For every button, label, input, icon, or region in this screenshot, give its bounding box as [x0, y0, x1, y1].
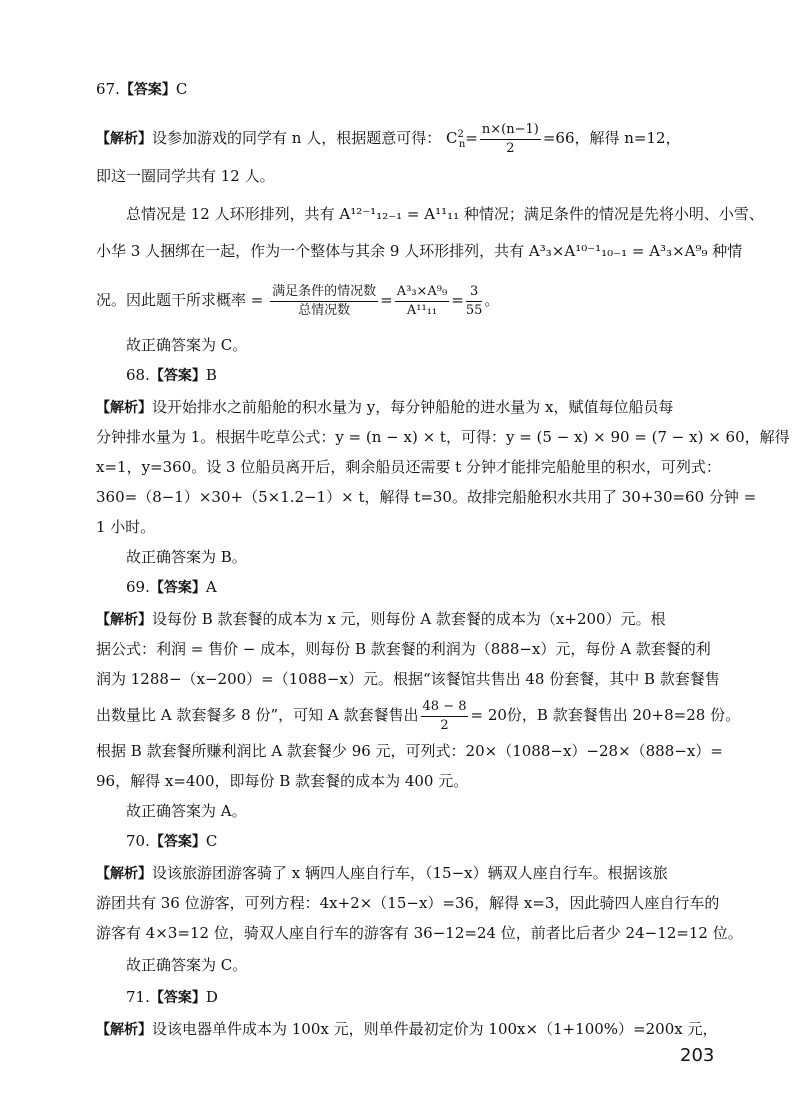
- analysis-tag: 【解析】: [96, 131, 152, 147]
- question-number: 71.: [126, 988, 150, 1006]
- q70-header: [126, 830, 746, 853]
- analysis-tag: 【解析】: [96, 400, 152, 416]
- q68-line-3: x=1，y=360。设 3 位船员离开后，剩余船员还需要 t 分钟才能排完船舱里的积水，可列式：: [96, 458, 721, 476]
- fraction-numerator: 3: [466, 283, 483, 302]
- q67-line-5: [96, 278, 716, 322]
- answer-value: D: [205, 988, 218, 1006]
- q70-line-3: 游客有 4×3=12 位，骑双人座自行车的游客有 36−12=24 位，前者比后者少 24−12=12 位。: [96, 924, 743, 942]
- q69-line-4: [96, 693, 741, 737]
- q68-header: [126, 364, 746, 387]
- q68-conclusion: 故正确答案为 B。: [126, 548, 247, 566]
- fraction-numerator: n×(n−1): [480, 121, 541, 140]
- q70-analysis-line-1: [96, 862, 716, 885]
- q69-line-3: 润为 1288−（x−200）=（1088−x）元。根据“该餐馆共售出 48 份套餐，其中 B 款套餐售: [96, 670, 720, 688]
- q67-header: [96, 78, 716, 101]
- c-letter: C: [445, 129, 458, 147]
- q67-line-2: 即这一圈同学共有 12 人。: [96, 167, 275, 185]
- answer-tag: 【答案】: [149, 580, 206, 596]
- q67-analysis-line-1: 【解析】设参加游戏的同学有 n 人，根据题意可得： $C^2_n=$ $\frac{n\times(n-1)}{2}$ =66，解得 n=12，: [96, 121, 681, 156]
- text-segment: 设开始排水之前船舱的积水量为 y，每分钟船舱的进水量为 x，赋值每位船员每: [152, 398, 674, 416]
- q70-line-2: 游团共有 36 位游客，可列方程：4x+2×（15−x）=36，解得 x=3，因此骑四人座自行车的: [96, 894, 720, 912]
- q67-line-3: 总情况是 12 人环形排列，共有 A¹²⁻¹₁₂₋₁ = A¹¹₁₁ 种情况；满足条件的情况是先将小明、小雪、: [126, 205, 764, 223]
- answer-value: C: [175, 80, 188, 98]
- question-number: 69.: [126, 578, 150, 596]
- question-number: 67.: [96, 80, 120, 98]
- q69-conclusion: 故正确答案为 A。: [126, 802, 247, 820]
- fraction: [270, 283, 378, 320]
- q69-line-2: 据公式：利润 = 售价 − 成本，则每份 B 款套餐的利润为（888−x）元，每份 A 款套餐的利: [96, 640, 711, 658]
- fraction-denominator: A¹¹₁₁: [406, 302, 438, 318]
- fraction: [421, 698, 469, 735]
- answer-value: B: [205, 366, 217, 384]
- q71-analysis-line-1: [96, 1018, 716, 1041]
- q68-line-5: 1 小时。: [96, 518, 156, 536]
- q71-header: [126, 986, 746, 1009]
- q70-conclusion: 故正确答案为 C。: [126, 956, 248, 974]
- text-segment: = 20份，B 款套餐售出 20+8=28 份。: [470, 706, 741, 724]
- text-segment: 设每份 B 款套餐的成本为 x 元，则每份 A 款套餐的成本为（x+200）元。根: [152, 610, 666, 628]
- answer-tag: 【答案】: [149, 990, 206, 1006]
- text-segment: 设参加游戏的同学有 n 人，根据题意可得：: [152, 129, 442, 147]
- analysis-tag: 【解析】: [96, 866, 152, 882]
- fraction-numerator: 满足条件的情况数: [270, 283, 378, 302]
- fraction-denominator: 2: [440, 717, 449, 733]
- analysis-tag: 【解析】: [96, 1022, 152, 1038]
- q69-line-5: 根据 B 款套餐所赚利润比 A 款套餐少 96 元，可列式：20×（1088−x）−28×（888−x）=: [96, 742, 723, 760]
- fraction: [466, 283, 483, 320]
- c-sup: 2: [457, 129, 464, 140]
- answer-tag: 【答案】: [149, 834, 206, 850]
- analysis-tag: 【解析】: [96, 612, 152, 628]
- text-segment: 况。因此题干所求概率 =: [96, 291, 264, 309]
- answer-tag: 【答案】: [149, 368, 206, 384]
- fraction: [480, 121, 541, 158]
- question-number: 68.: [126, 366, 150, 384]
- q69-line-6: 96，解得 x=400，即每份 B 款套餐的成本为 400 元。: [96, 772, 469, 790]
- fraction-numerator: 48 − 8: [421, 698, 469, 717]
- fraction-denominator: 总情况数: [298, 302, 351, 318]
- q68-line-2: 分钟排水量为 1。根据牛吃草公式：y = (n − x) × t，可得：y = (5 − x) × 90 = (7 − x) × 60，解得: [96, 428, 790, 446]
- fraction: [395, 283, 450, 320]
- fraction-numerator: A³₃×A⁹₉: [395, 283, 450, 302]
- text-segment: 出数量比 A 款套餐多 8 份”，可知 A 款套餐售出: [96, 706, 419, 724]
- text-segment: 设该旅游团游客骑了 x 辆四人座自行车，（15−x）辆双人座自行车。根据该旅: [152, 864, 668, 882]
- page-number: 203: [680, 1045, 715, 1066]
- answer-value: A: [205, 578, 217, 596]
- text-segment: =66，解得 n=12，: [542, 129, 681, 147]
- equals-sign: =: [380, 291, 393, 309]
- q67-line-4: 小华 3 人捆绑在一起，作为一个整体与其余 9 人环形排列，共有 A³₃×A¹⁰⁻¹₁₀₋₁ = A³₃×A⁹₉ 种情: [96, 242, 743, 260]
- q68-analysis-line-1: [96, 396, 716, 419]
- equals-sign: =: [451, 291, 464, 309]
- q69-header: [126, 576, 746, 599]
- c-sub: n: [458, 139, 466, 150]
- question-number: 70.: [126, 832, 150, 850]
- answer-tag: 【答案】: [119, 82, 176, 98]
- text-segment: 设该电器单件成本为 100x 元，则单件最初定价为 100x×（1+100%）=200x 元，: [152, 1020, 718, 1038]
- answer-value: C: [205, 832, 218, 850]
- text-segment: 。: [484, 291, 500, 309]
- q68-line-4: 360=（8−1）×30+（5×1.2−1）× t，解得 t=30。故排完船舱积水共用了 30+30=60 分钟 =: [96, 488, 757, 506]
- combination-symbol: [445, 129, 466, 150]
- fraction-denominator: 55: [465, 302, 483, 318]
- q67-conclusion: 故正确答案为 C。: [126, 336, 248, 354]
- q69-analysis-line-1: [96, 608, 716, 631]
- fraction-denominator: 2: [506, 140, 515, 156]
